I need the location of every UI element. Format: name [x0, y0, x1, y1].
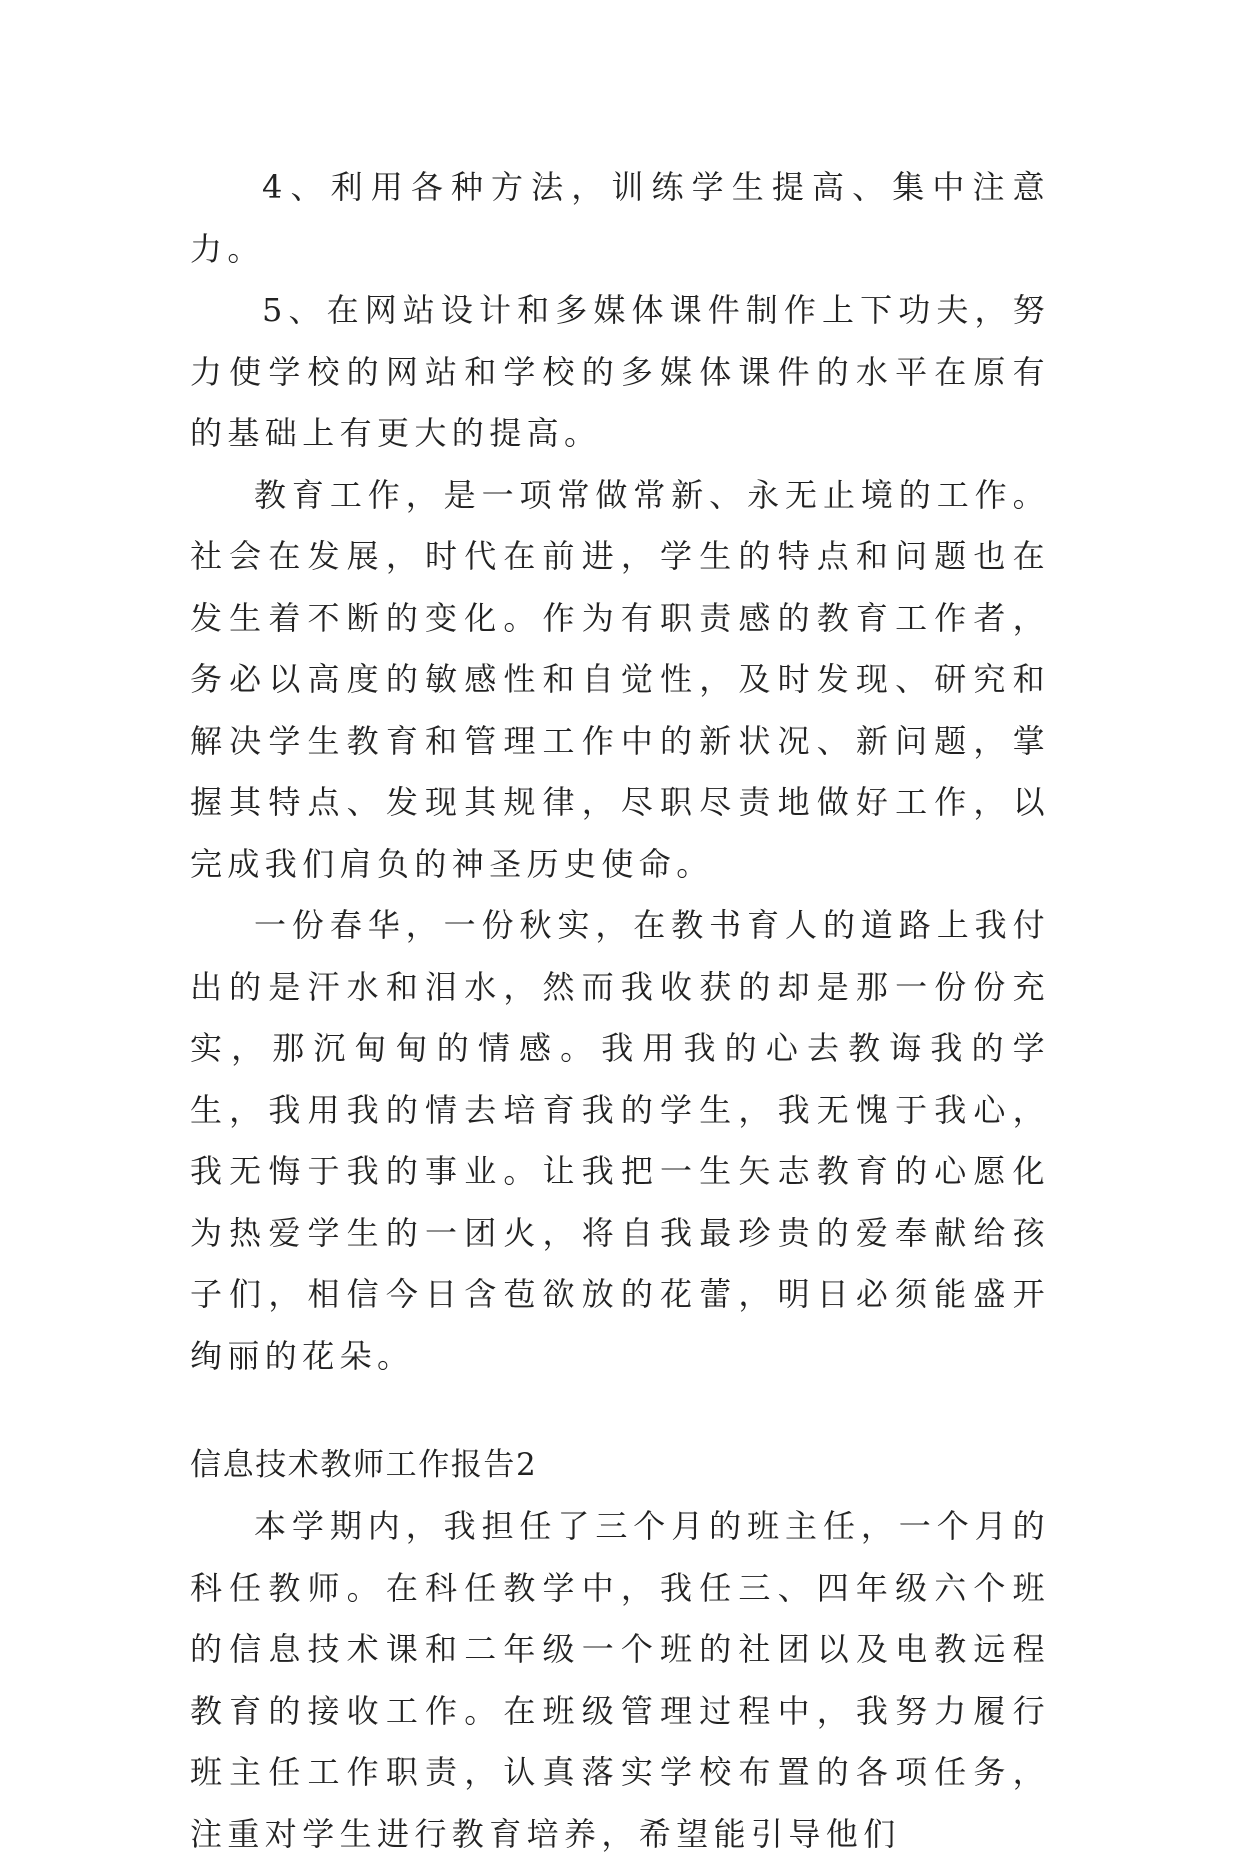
- section-title: 信息技术教师工作报告2: [190, 1447, 538, 1483]
- list-item-4: 4、利用各种方法，训练学生提高、集中注意力。: [190, 168, 1050, 268]
- document-body: [190, 157, 1050, 1865]
- paragraph-spring-autumn: 一份春华，一份秋实，在教书育人的道路上我付出的是汗水和泪水，然而我收获的却是那一份份充实，那沉甸甸的情感。我用我的心去教诲我的学生，我用我的情去培育我的学生，我无愧于我心，我无悔于我的事业。让我把一生矢志教育的心愿化为热爱学生的一团火，将自我最珍贵的爱奉献给孩子们，相信今日含苞欲放的花蕾，明日必须能盛开绚丽的花朵。: [190, 906, 1050, 1375]
- list-item-5: 5、在网站设计和多媒体课件制作上下功夫，努力使学校的网站和学校的多媒体课件的水平在原有的基础上有更大的提高。: [190, 291, 1050, 452]
- paragraph-semester: 本学期内，我担任了三个月的班主任，一个月的科任教师。在科任教学中，我任三、四年级六个班的信息技术课和二年级一个班的社团以及电教远程教育的接收工作。在班级管理过程中，我努力履行班主任工作职责，认真落实学校布置的各项任务，注重对学生进行教育培养，希望能引导他们: [190, 1507, 1050, 1853]
- paragraph-education-work: 教育工作，是一项常做常新、永无止境的工作。社会在发展，时代在前进，学生的特点和问题也在发生着不断的变化。作为有职责感的教育工作者，务必以高度的敏感性和自觉性，及时发现、研究和解决学生教育和管理工作中的新状况、新问题，掌握其特点、发现其规律，尽职尽责地做好工作，以完成我们肩负的神圣历史使命。: [190, 475, 1050, 883]
